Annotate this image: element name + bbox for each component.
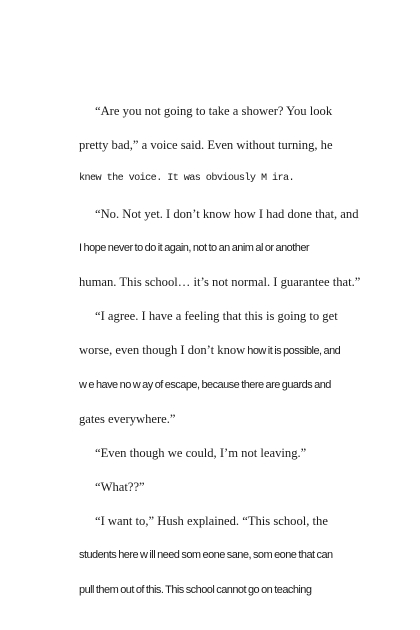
text-line: “Even though we could, I’m not leaving.” (95, 445, 307, 460)
text-line: pretty bad,” a voice said. Even without turning, he (79, 138, 333, 153)
text-line: “No. Not yet. I don’t know how I had done that, and (95, 206, 359, 221)
text-line: “I agree. I have a feeling that this is going to get (95, 309, 338, 324)
text-line: knew the voice. It was obviously M ira. (79, 173, 295, 185)
text-line: “I want to,” Hush explained. “This school, the (95, 514, 328, 529)
text-line-tail: how it is possible, and (245, 345, 341, 358)
text-line: I hope never to do it again, not to an anim al or another (79, 241, 309, 254)
text-line: w e have no w ay of escape, because there are guards and (79, 378, 331, 391)
text-line: students here w ill need som eone sane, som eone that can (79, 549, 333, 562)
text-line: human. This school… it’s not normal. I guarantee that.” (79, 274, 361, 289)
text-line: “What??” (95, 480, 145, 495)
text-line-start: worse, even though I don’t know (79, 343, 246, 358)
text-line: pull them out of this. This school cannot go on teaching (79, 583, 312, 596)
text-line (79, 333, 347, 367)
text-line: gates everywhere.” (79, 411, 176, 426)
text-line: “Are you not going to take a shower? You look (95, 104, 333, 118)
body-text (79, 94, 361, 607)
